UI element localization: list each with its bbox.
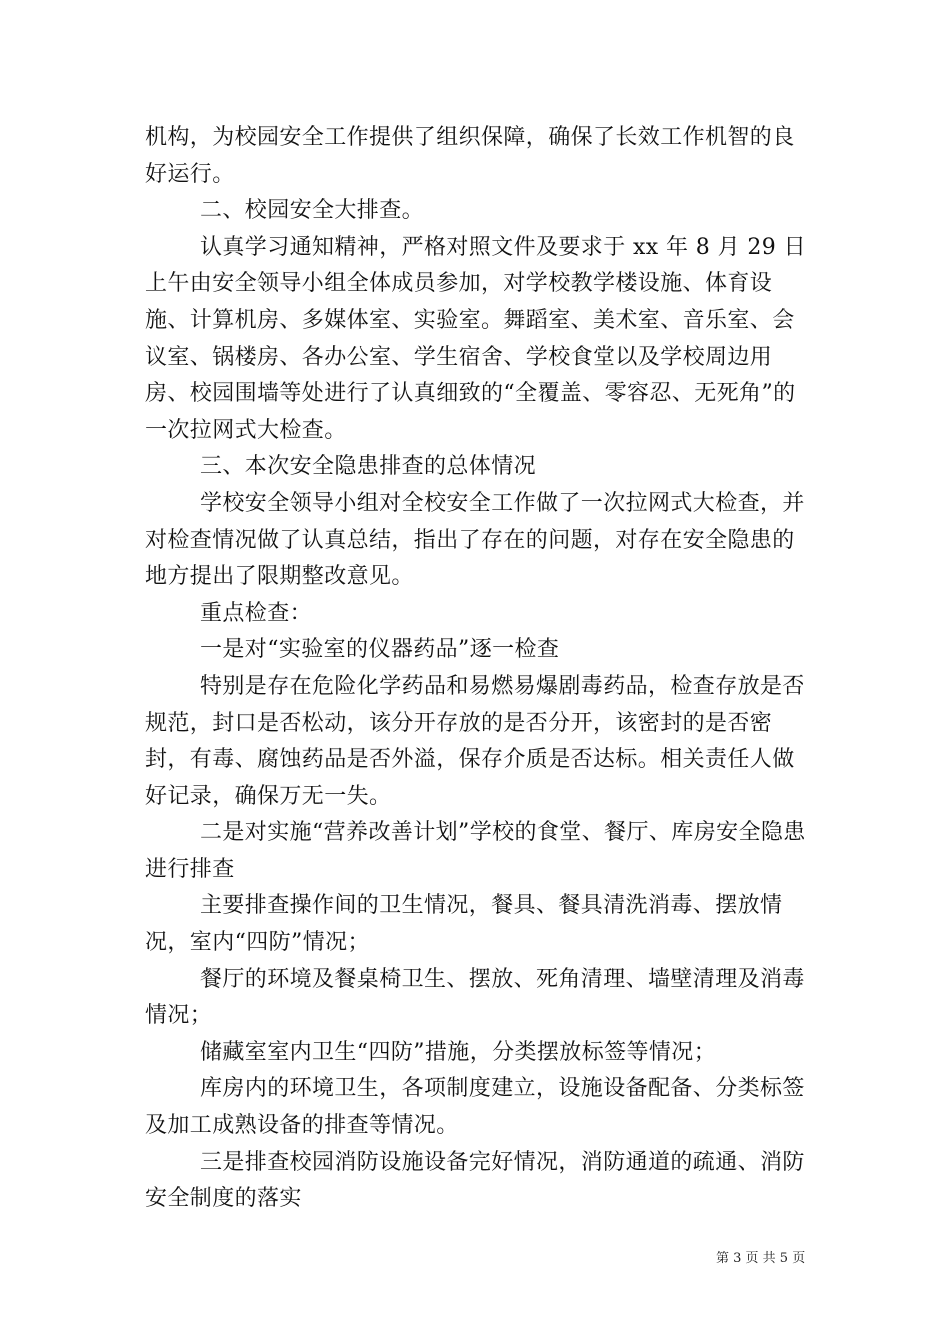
paragraph: 学校安全领导小组对全校安全工作做了一次拉网式大检查，并对检查情况做了认真总结，指出了存在的问题，对存在安全隐患的地方提出了限期整改意见。 — [145, 490, 805, 590]
document-body — [145, 120, 815, 1218]
paragraph: 储藏室室内卫生“四防”措施，分类摆放标签等情况； — [200, 1039, 717, 1065]
paragraph: 库房内的环境卫生，各项制度建立，设施设备配备、分类标签及加工成熟设备的排查等情况。 — [145, 1076, 805, 1139]
paragraph: 三是排查校园消防设施设备完好情况，消防通道的疏通、消防安全制度的落实 — [145, 1149, 805, 1212]
paragraph: 主要排查操作间的卫生情况，餐具、餐具清洗消毒、摆放情况，室内“四防”情况； — [145, 893, 783, 956]
page-number: 第 3 页 共 5 页 — [716, 1251, 806, 1266]
paragraph: 机构，为校园安全工作提供了组织保障，确保了长效工作机智的良好运行。 — [145, 125, 795, 187]
paragraph: 二是对实施“营养改善计划”学校的食堂、餐厅、库房安全隐患进行排查 — [145, 820, 806, 882]
paragraph: 餐厅的环境及餐桌椅卫生、摆放、死角清理、墙壁清理及消毒情况； — [145, 966, 805, 1029]
paragraph: 重点检查： — [200, 600, 313, 626]
paragraph: 特别是存在危险化学药品和易燃易爆剧毒药品，检查存放是否规范，封口是否松动，该分开存放的是否分开，该密封的是否密封，有毒、腐蚀药品是否外溢，保存介质是否达标。相关责任人做好记录，确保万无一失。 — [145, 673, 805, 809]
section-heading: 二、校园安全大排查。 — [200, 198, 425, 224]
paragraph: 一是对“实验室的仪器药品”逐一检查 — [200, 637, 560, 663]
section-heading: 三、本次安全隐患排查的总体情况 — [200, 454, 537, 480]
paragraph: 认真学习通知精神，严格对照文件及要求于 xx 年 8 月 29 日上午由安全领导小组全体成员参加，对学校教学楼设施、体育设施、计算机房、多媒体室、实验室。舞蹈室、美术室、音乐室、会议室、锅楼房、各办公室、学生宿舍、学校食堂以及学校周边用房、校园围墙等处进行了认真细致的“全覆盖、零容忍、无死角”的一次拉网式大检查。 — [145, 234, 806, 443]
